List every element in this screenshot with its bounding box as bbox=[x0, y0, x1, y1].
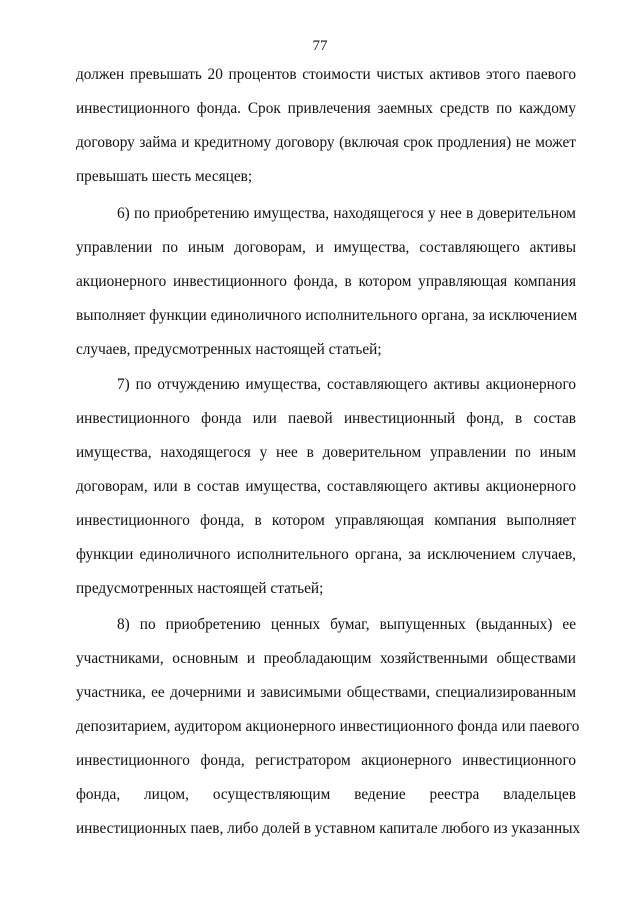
text-line: выполняет функции единоличного исполнительного органа, за исключением bbox=[76, 307, 578, 324]
text-line: акционерного инвестиционного фонда, в котором управляющая компания bbox=[76, 273, 576, 290]
text-line: участниками, основным и преобладающим хозяйственными обществами bbox=[76, 650, 576, 667]
text-line: имущества, находящегося у нее в доверительном управлении по иным bbox=[76, 444, 576, 461]
page-number: 77 bbox=[312, 38, 328, 54]
text-line: инвестиционного фонда. Срок привлечения заемных средств по каждому bbox=[76, 100, 576, 117]
text-line: предусмотренных настоящей статьей; bbox=[76, 580, 324, 597]
text-line: депозитарием, аудитором акционерного инвестиционного фонда или паевого bbox=[76, 718, 580, 735]
text-line: 7) по отчуждению имущества, составляющего активы акционерного bbox=[117, 376, 576, 393]
text-line: должен превышать 20 процентов стоимости чистых активов этого паевого bbox=[76, 66, 576, 83]
text-line: инвестиционных паев, либо долей в уставном капитале любого из указанных bbox=[76, 820, 581, 837]
text-line: инвестиционного фонда, в котором управляющая компания выполняет bbox=[76, 512, 576, 529]
text-line: договору займа и кредитному договору (включая срок продления) не может bbox=[76, 134, 576, 151]
text-line: участника, ее дочерними и зависимыми обществами, специализированным bbox=[76, 684, 576, 701]
text-line: инвестиционного фонда, регистратором акционерного инвестиционного bbox=[76, 752, 576, 769]
text-line: превышать шесть месяцев; bbox=[76, 168, 253, 185]
text-line: управлении по иным договорам, и имущества, составляющего активы bbox=[76, 239, 576, 256]
text-line: 8) по приобретению ценных бумаг, выпущенных (выданных) ее bbox=[117, 616, 576, 633]
text-line: функции единоличного исполнительного органа, за исключением случаев, bbox=[76, 546, 576, 563]
text-line: фонда, лицом, осуществляющим ведение реестра владельцев bbox=[76, 786, 576, 803]
text-line: случаев, предусмотренных настоящей статьей; bbox=[76, 341, 382, 358]
text-line: договорам, или в состав имущества, составляющего активы акционерного bbox=[76, 478, 576, 495]
text-line: 6) по приобретению имущества, находящегося у нее в доверительном bbox=[117, 205, 576, 222]
text-line: инвестиционного фонда или паевой инвестиционный фонд, в состав bbox=[76, 410, 576, 427]
